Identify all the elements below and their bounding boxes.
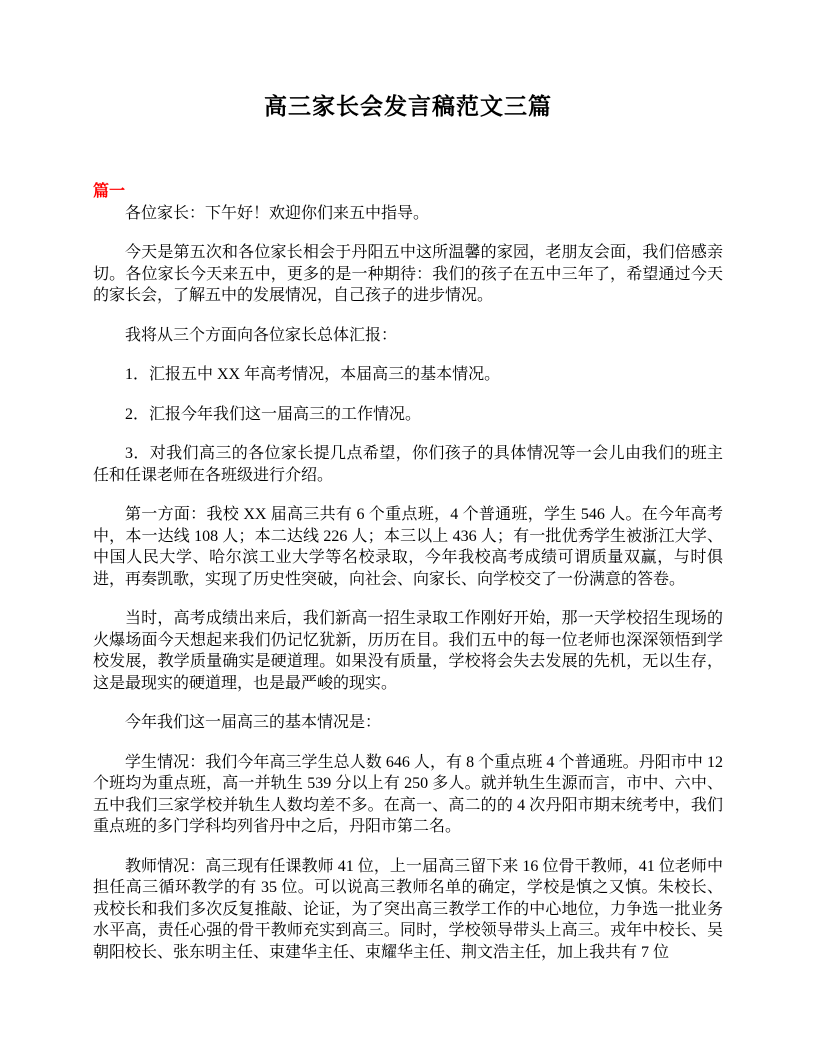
paragraph: 第一方面：我校 XX 届高三共有 6 个重点班，4 个普通班，学生 546 人。在今年高考中，本一达线 108 人；本二达线 226 人；本三以上 436 人；有一批优秀学生被浙江大学、中国人民大学、哈尔滨工业大学等名校录取，今年我校高考成绩可谓质量双赢，与时俱进，再奏凯歌，实现了历史性突破，向社会、向家长、向学校交了一份满意的答卷。 — [93, 506, 723, 588]
paragraph: 2．汇报今年我们这一届高三的工作情况。 — [125, 405, 422, 423]
paragraph: 3．对我们高三的各位家长提几点希望，你们孩子的具体情况等一会儿由我们的班主任和任课老师在各班级进行介绍。 — [93, 445, 723, 484]
paragraph: 今年我们这一届高三的基本情况是： — [125, 714, 382, 731]
page-title: 高三家长会发言稿范文三篇 — [264, 94, 552, 119]
paragraph: 1．汇报五中 XX 年高考情况，本届高三的基本情况。 — [125, 366, 501, 383]
section-label: 篇一 — [93, 183, 126, 200]
paragraph: 我将从三个方面向各位家长总体汇报： — [125, 326, 398, 344]
paragraph: 当时，高考成绩出来后，我们新高一招生录取工作刚好开始，那一天学校招生现场的火爆场面今天想起来我们仍记忆犹新，历历在目。我们五中的每一位老师也深深领悟到学校发展，教学质量确实是硬道理。如果没有质量，学校将会失去发展的先机，无以生存，这是最现实的硬道理，也是最严峻的现实。 — [93, 610, 723, 692]
paragraph: 教师情况：高三现有任课教师 41 位，上一届高三留下来 16 位骨干教师，41 位老师中担任高三循环教学的有 35 位。可以说高三教师名单的确定，学校是慎之又慎。朱校长、戎校长和我们多次反复推敲、论证，为了突出高三教学工作的中心地位，力争选一批业务水平高，责任心强的骨干教师充实到高三。同时，学校领导带头上高三。戎年中校长、吴朝阳校长、张东明主任、束建华主任、束耀华主任、荆文浩主任，加上我共有 7 位 — [93, 857, 723, 961]
paragraph: 各位家长：下午好！欢迎你们来五中指导。 — [125, 204, 430, 222]
paragraph: 今天是第五次和各位家长相会于丹阳五中这所温馨的家园，老朋友会面，我们倍感亲切。各位家长今天来五中，更多的是一种期待：我们的孩子在五中三年了，希望通过今天的家长会，了解五中的发展情况，自己孩子的进步情况。 — [93, 244, 723, 304]
paragraph: 学生情况：我们今年高三学生总人数 646 人，有 8 个重点班 4 个普通班。丹阳市中 12 个班均为重点班，高一并轨生 539 分以上有 250 多人。就并轨生生源而言，市中、六中、五中我们三家学校并轨生人数均差不多。在高一、高二的的 4 次丹阳市期末统考中，我们重点班的多门学科均列省丹中之后，丹阳市第二名。 — [93, 753, 723, 835]
